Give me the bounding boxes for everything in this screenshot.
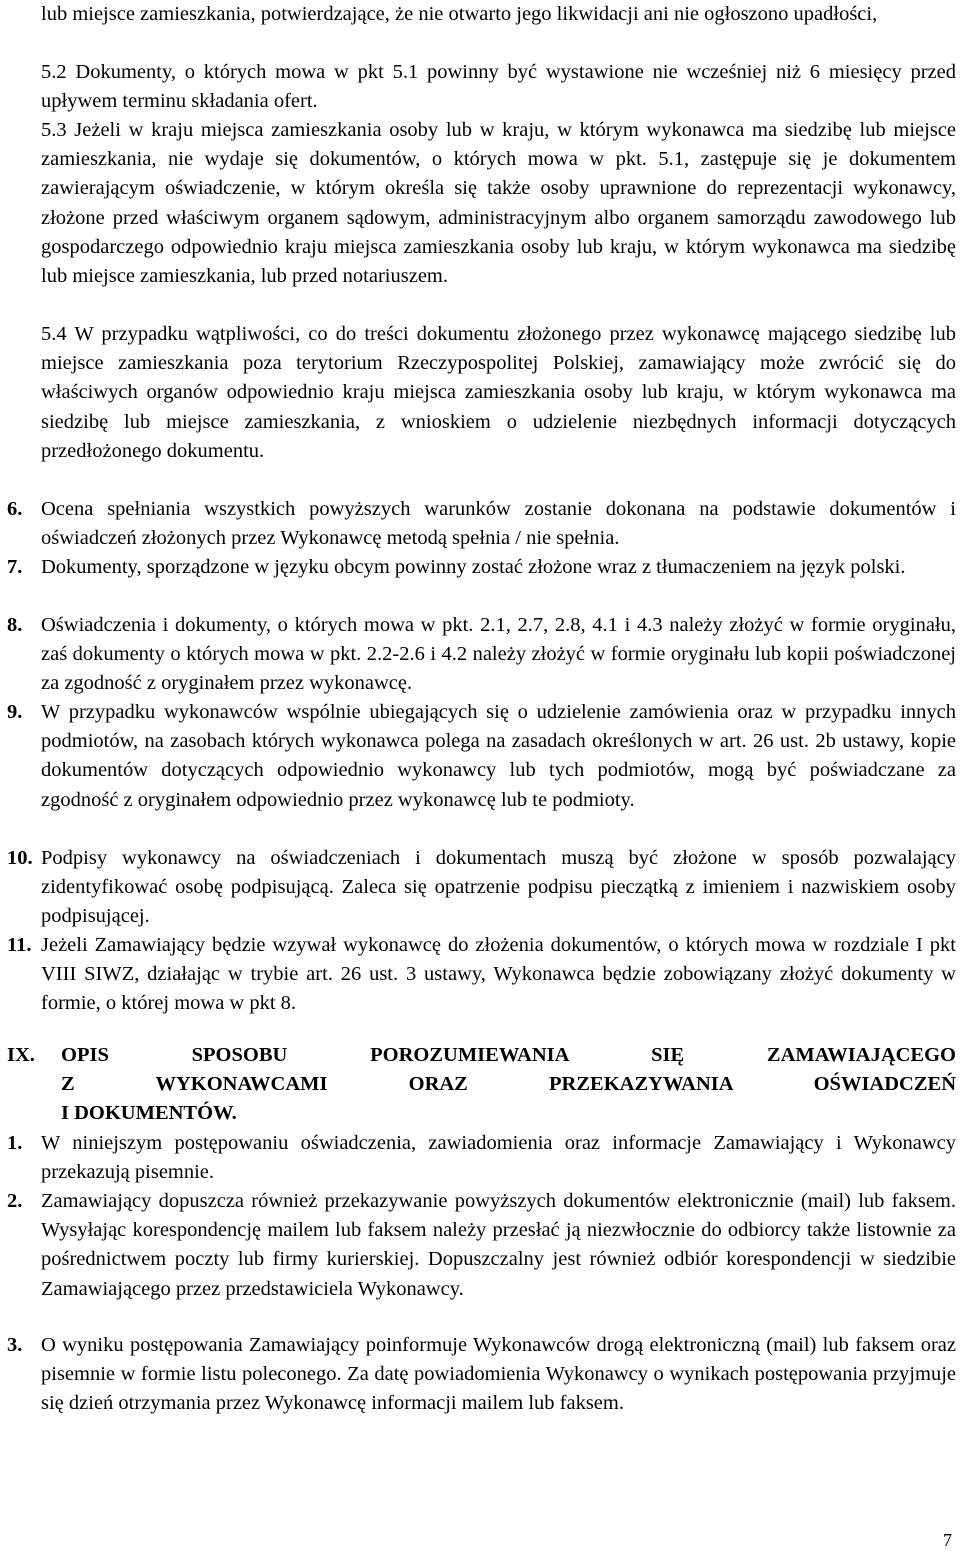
list-item-text: Jeżeli Zamawiający będzie wzywał wykonawcę do złożenia dokumentów, o których mowa w rozdziale I pkt VIII SIWZ, działając w trybie art. 26 ust. 3 ustawy, Wykonawca będzie zobowiązany złożyć dokumenty w formie, o której mowa w pkt 8. bbox=[41, 934, 956, 1015]
list-item-8 bbox=[7, 611, 956, 699]
list-item-number: 9. bbox=[7, 701, 23, 723]
list-item-text: W niniejszym postępowaniu oświadczenia, zawiadomienia oraz informacje Zamawiający i Wykonawcy przekazują pisemnie. bbox=[41, 1132, 956, 1184]
list-item-text: Ocena spełniania wszystkich powyższych warunków zostanie dokonana na podstawie dokumentów i oświadczeń złożonych przez Wykonawcę metodą spełnia / nie spełnia. bbox=[41, 498, 956, 550]
paragraph-5-3 bbox=[41, 116, 956, 291]
list-item-9 bbox=[7, 698, 956, 815]
section-title-line-3: I DOKUMENTÓW. bbox=[61, 1102, 237, 1125]
list-item-10 bbox=[7, 844, 956, 932]
list-item-number: 11. bbox=[7, 934, 32, 956]
intro-text: lub miejsce zamieszkania, potwierdzające, że nie otwarto jego likwidacji ani nie ogłoszono upadłości, bbox=[41, 3, 878, 25]
list-item-11 bbox=[7, 931, 956, 1019]
section-item-1 bbox=[7, 1129, 956, 1187]
list-item-number: 2. bbox=[7, 1190, 23, 1212]
list-item-number: 6. bbox=[7, 498, 23, 520]
list-item-number: 7. bbox=[7, 556, 23, 578]
section-number: IX. bbox=[7, 1044, 35, 1066]
section-title-line-2: Z WYKONAWCAMI ORAZ PRZEKAZYWANIA OŚWIADCZEŃ bbox=[61, 1073, 956, 1096]
paragraph-5-2 bbox=[41, 58, 956, 116]
list-item-text: Zamawiający dopuszcza również przekazywanie powyższych dokumentów elektronicznie (mail) lub faksem. Wysyłając korespondencję mailem lub faksem należy przesłać ją niezwłocznie do odbiorcy także listownie za pośrednictwem poczty lub firmy kurierskiej. Dopuszczalny jest również odbiór korespondencji w siedzibie Zamawiającego przez przedstawiciela Wykonawcy. bbox=[41, 1190, 956, 1300]
list-item-number: 3. bbox=[7, 1334, 23, 1356]
intro-paragraph bbox=[41, 0, 956, 29]
list-item-text: Podpisy wykonawcy na oświadczeniach i dokumentach muszą być złożone w sposób pozwalający zidentyfikować osobę podpisującą. Zaleca się opatrzenie podpisu pieczątką z imieniem i nazwiskiem osoby podpisującej. bbox=[41, 847, 956, 928]
section-item-3 bbox=[7, 1331, 956, 1419]
page-number: 7 bbox=[943, 1530, 952, 1550]
list-item-text: W przypadku wykonawców wspólnie ubiegających się o udzielenie zamówienia oraz w przypadku innych podmiotów, na zasobach których wykonawca polega na zasadach określonych w art. 26 ust. 2b ustawy, kopie dokumentów dotyczących odpowiednio wykonawcy lub tych podmiotów, mogą być poświadczane za zgodność z oryginałem odpowiednio przez wykonawcę lub te podmioty. bbox=[41, 701, 956, 811]
list-item-6 bbox=[7, 495, 956, 553]
list-item-text: Dokumenty, sporządzone w języku obcym powinny zostać złożone wraz z tłumaczeniem na język polski. bbox=[41, 556, 906, 578]
section-heading-ix bbox=[7, 1041, 956, 1129]
paragraph-5-4 bbox=[41, 320, 956, 466]
section-title-line-1: OPIS SPOSOBU POROZUMIEWANIA SIĘ ZAMAWIAJĄCEGO bbox=[61, 1044, 956, 1066]
paragraph-5-3-text: 5.3 Jeżeli w kraju miejsca zamieszkania osoby lub w kraju, w którym wykonawca ma siedzibę lub miejsce zamieszkania, nie wydaje się dokumentów, o których mowa w pkt. 5.1, zastępuje się je dokumentem zawierającym oświadczenie, w którym określa się także osoby uprawnione do reprezentacji wykonawcy, złożone przed właściwym organem sądowym, administracyjnym albo organem samorządu zawodowego lub gospodarczego odpowiednio kraju miejsca zamieszkania osoby lub kraju, w którym wykonawca ma siedzibę lub miejsce zamieszkania, lub przed notariuszem. bbox=[41, 119, 956, 288]
list-item-number: 10. bbox=[7, 847, 33, 869]
paragraph-5-4-text: 5.4 W przypadku wątpliwości, co do treści dokumentu złożonego przez wykonawcę mającego siedzibę lub miejsce zamieszkania poza terytorium Rzeczypospolitej Polskiej, zamawiający może zwrócić się do właściwych organów odpowiednio kraju miejsca zamieszkania osoby lub kraju, w którym wykonawca ma siedzibę lub miejsce zamieszkania, z wnioskiem o udzielenie niezbędnych informacji dotyczących przedłożonego dokumentu. bbox=[41, 323, 956, 462]
list-item-number: 1. bbox=[7, 1132, 23, 1154]
list-item-text: Oświadczenia i dokumenty, o których mowa w pkt. 2.1, 2.7, 2.8, 4.1 i 4.3 należy złożyć w formie oryginału, zaś dokumenty o których mowa w pkt. 2.2-2.6 i 4.2 należy złożyć w formie oryginału lub kopii poświadczonej za zgodność z oryginałem przez wykonawcę. bbox=[41, 614, 956, 695]
list-item-7 bbox=[7, 553, 956, 582]
list-item-number: 8. bbox=[7, 614, 23, 636]
paragraph-5-2-text: 5.2 Dokumenty, o których mowa w pkt 5.1 powinny być wystawione nie wcześniej niż 6 miesięcy przed upływem terminu składania ofert. bbox=[41, 61, 956, 113]
list-item-text: O wyniku postępowania Zamawiający poinformuje Wykonawców drogą elektroniczną (mail) lub faksem oraz pisemnie w formie listu poleconego. Za datę powiadomienia Wykonawcy o wynikach postępowania przyjmuje się dzień otrzymania przez Wykonawcę informacji mailem lub faksem. bbox=[41, 1334, 956, 1415]
section-item-2 bbox=[7, 1187, 956, 1304]
